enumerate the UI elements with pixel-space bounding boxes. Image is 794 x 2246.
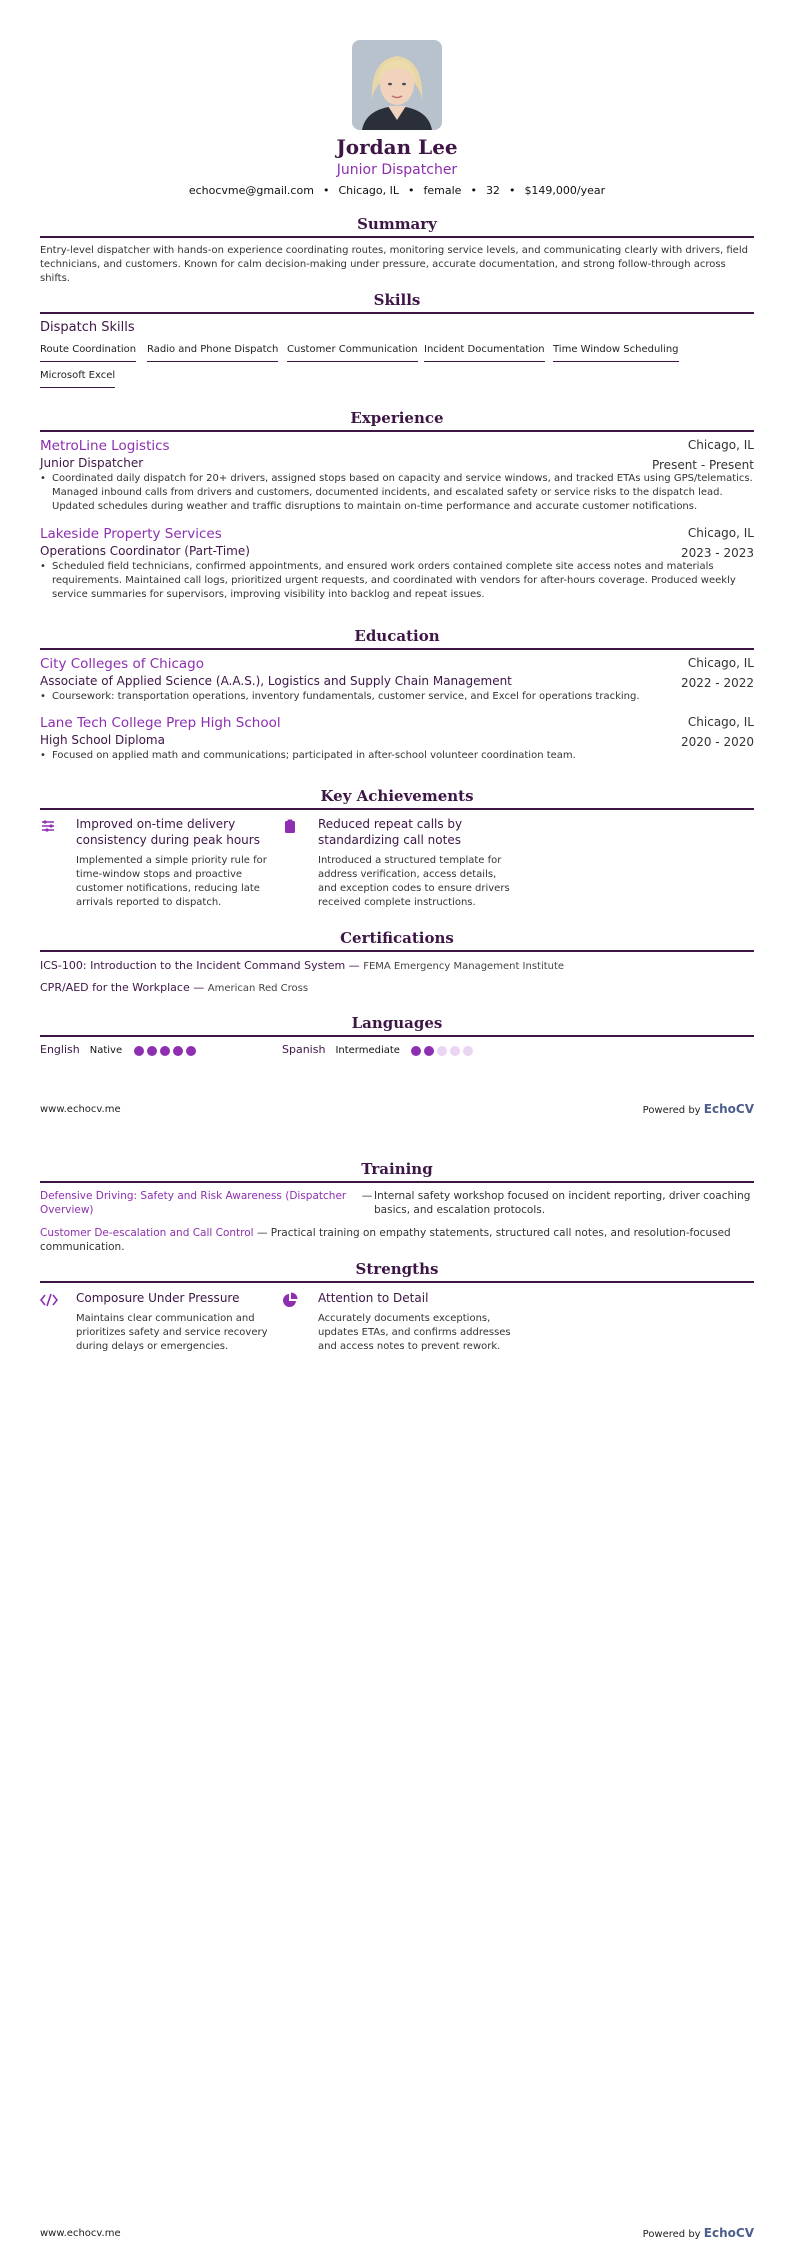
rating-dot-empty (463, 1046, 473, 1056)
powered-by-text: Powered by (642, 1105, 701, 1116)
skill-tag: Time Window Scheduling (553, 344, 679, 362)
education-entry (40, 656, 754, 704)
training-desc: Internal safety workshop focused on incident reporting, driver coaching basics, and escalation protocols. (374, 1190, 751, 1216)
language-level: Intermediate (335, 1045, 400, 1056)
footer-site-link[interactable]: www.echocv.me (40, 1104, 121, 1115)
language-item (282, 1043, 476, 1057)
avatar (352, 40, 442, 130)
strength-card (282, 1290, 512, 1354)
gender: female (423, 184, 462, 197)
language-item (40, 1043, 199, 1057)
footer-site-link[interactable]: www.echocv.me (40, 2228, 121, 2239)
footer-powered (643, 1102, 754, 1116)
strength-desc: Accurately documents exceptions, updates ETAs, and confirms addresses and access notes to prevent rework. (318, 1313, 511, 1352)
training-name: Customer De-escalation and Call Control (40, 1227, 254, 1239)
location: Chicago, IL (338, 184, 400, 197)
section-title-strengths: Strengths (40, 1259, 754, 1283)
language-rating (411, 1044, 476, 1057)
strength-card (40, 1290, 270, 1354)
job-role: Operations Coordinator (Part-Time) (40, 544, 250, 558)
degree: Associate of Applied Science (A.A.S.), Logistics and Supply Chain Management (40, 674, 512, 688)
candidate-title: Junior Dispatcher (336, 162, 458, 178)
skill-tag: Microsoft Excel (40, 370, 115, 388)
profile-photo (352, 40, 442, 130)
training-name: Defensive Driving: Safety and Risk Awareness (Dispatcher Overview) (40, 1190, 347, 1216)
section-title-summary: Summary (40, 214, 754, 238)
rating-dot-filled (134, 1046, 144, 1056)
job-dates: Present - Present (651, 458, 754, 472)
sliders-icon (40, 818, 56, 834)
email[interactable]: echocvme@gmail.com (188, 184, 314, 197)
job-bullet: • Coordinated daily dispatch for 20+ drivers, assigned stops based on capacity and service windows, and tracked ETAs using GPS/telematics. Managed inbound calls from drivers and customers, documented incidents, and escalated safety or service risks to the dispatch lead. Updated schedules during weather and traffic disruptions to maintain on-time performance and accurate customer notifications. (40, 472, 754, 514)
rating-dot-filled (186, 1046, 196, 1056)
achievement-card (282, 816, 512, 910)
salary: $149,000/year (524, 184, 606, 197)
employer-name: MetroLine Logistics (40, 438, 170, 454)
summary-text: Entry-level dispatcher with hands-on experience coordinating routes, monitoring service levels, and communicating clearly with drivers, field technicians, and customers. Known for calm decision-making under pressure, accurate documentation, and strong follow-through across shifts. (40, 245, 748, 284)
rating-dot-filled (147, 1046, 157, 1056)
contact-line: echocvme@gmail.com • Chicago, IL • female • 32 • $149,000/year (188, 184, 606, 197)
education-bullet: • Focused on applied math and communications; participated in after-school volunteer coordination team. (40, 749, 754, 763)
education-dates: 2020 - 2020 (680, 735, 754, 749)
school-location: Chicago, IL (687, 656, 754, 670)
section-title-certifications: Certifications (40, 928, 754, 952)
job-bullet: • Scheduled field technicians, confirmed appointments, and ensured work orders contained complete site access notes and materials requirements. Maintained call logs, prioritized urgent requests, and coordinated with vendors for after-hours coverage. Produced weekly service summaries for supervisors, improving visibility into backlog and repeat issues. (40, 560, 754, 602)
experience-entry (40, 526, 754, 602)
section-title-training: Training (40, 1159, 754, 1183)
certification-issuer: FEMA Emergency Management Institute (363, 961, 565, 972)
experience-entry (40, 438, 754, 514)
skill-tag: Radio and Phone Dispatch (147, 344, 278, 362)
employer-location: Chicago, IL (687, 526, 754, 540)
rating-dot-empty (437, 1046, 447, 1056)
rating-dot-empty (450, 1046, 460, 1056)
skills-group-title: Dispatch Skills (40, 320, 135, 335)
language-name: English (40, 1043, 80, 1056)
training-desc: Practical training on empathy statements, structured call notes, and resolution-focused communication. (40, 1227, 731, 1253)
brand-logo[interactable]: EchoCV (703, 2226, 754, 2240)
job-role: Junior Dispatcher (40, 456, 144, 470)
language-level: Native (89, 1045, 123, 1056)
achievement-desc: Implemented a simple priority rule for time-window stops and proactive customer notifications, reducing late arrivals reported to dispatch. (76, 855, 267, 908)
certification-name: ICS-100: Introduction to the Incident Command System (40, 959, 346, 972)
employer-name: Lakeside Property Services (40, 526, 222, 542)
training-item: Customer De-escalation and Call Control — Practical training on empathy statements, structured call notes, and resolution-focused communication. (40, 1227, 731, 1253)
certification-item: CPR/AED for the Workplace — American Red Cross (40, 981, 309, 994)
education-entry (40, 715, 754, 763)
clipboard-icon (282, 818, 298, 834)
candidate-name: Jordan Lee (336, 135, 458, 159)
skill-tag: Route Coordination (40, 344, 136, 362)
rating-dot-filled (173, 1046, 183, 1056)
code-icon (40, 1292, 56, 1308)
achievement-title: Reduced repeat calls by standardizing call notes (318, 817, 463, 847)
language-rating (134, 1044, 199, 1057)
section-title-skills: Skills (40, 290, 754, 314)
skill-tag: Customer Communication (287, 344, 418, 362)
school-location: Chicago, IL (687, 715, 754, 729)
training-item: Defensive Driving: Safety and Risk Awareness (Dispatcher Overview) — Internal safety workshop focused on incident reporting, driver coaching basics, and escalation protocols. (40, 1189, 754, 1217)
rating-dot-filled (411, 1046, 421, 1056)
certification-issuer: American Red Cross (207, 983, 309, 994)
school-name: Lane Tech College Prep High School (40, 715, 281, 731)
degree: High School Diploma (40, 733, 165, 747)
section-title-experience: Experience (40, 408, 754, 432)
skill-tag: Incident Documentation (424, 344, 545, 362)
section-title-languages: Languages (40, 1013, 754, 1037)
powered-by-text: Powered by (642, 2229, 701, 2240)
age: 32 (485, 184, 500, 197)
education-bullet: • Coursework: transportation operations, inventory fundamentals, customer service, and Excel for operations tracking. (40, 690, 754, 704)
pie-chart-icon (282, 1292, 298, 1308)
achievement-card (40, 816, 270, 910)
rating-dot-filled (424, 1046, 434, 1056)
section-title-education: Education (40, 626, 754, 650)
brand-logo[interactable]: EchoCV (703, 1102, 754, 1116)
job-dates: 2023 - 2023 (680, 546, 754, 560)
language-name: Spanish (282, 1043, 326, 1056)
certification-name: CPR/AED for the Workplace (40, 981, 190, 994)
school-name: City Colleges of Chicago (40, 656, 205, 672)
achievement-title: Improved on-time delivery consistency during peak hours (76, 817, 260, 847)
strength-title: Attention to Detail (318, 1291, 429, 1305)
certification-item: ICS-100: Introduction to the Incident Command System — FEMA Emergency Management Institute (40, 959, 565, 972)
rating-dot-filled (160, 1046, 170, 1056)
achievement-desc: Introduced a structured template for address verification, access details, and exception codes to ensure drivers received complete instructions. (318, 855, 510, 908)
footer-powered (643, 2226, 754, 2240)
employer-location: Chicago, IL (687, 438, 754, 452)
strength-desc: Maintains clear communication and prioritizes safety and service recovery during delays or emergencies. (76, 1313, 268, 1352)
strength-title: Composure Under Pressure (76, 1291, 240, 1305)
education-dates: 2022 - 2022 (680, 676, 754, 690)
section-title-achievements: Key Achievements (40, 786, 754, 810)
